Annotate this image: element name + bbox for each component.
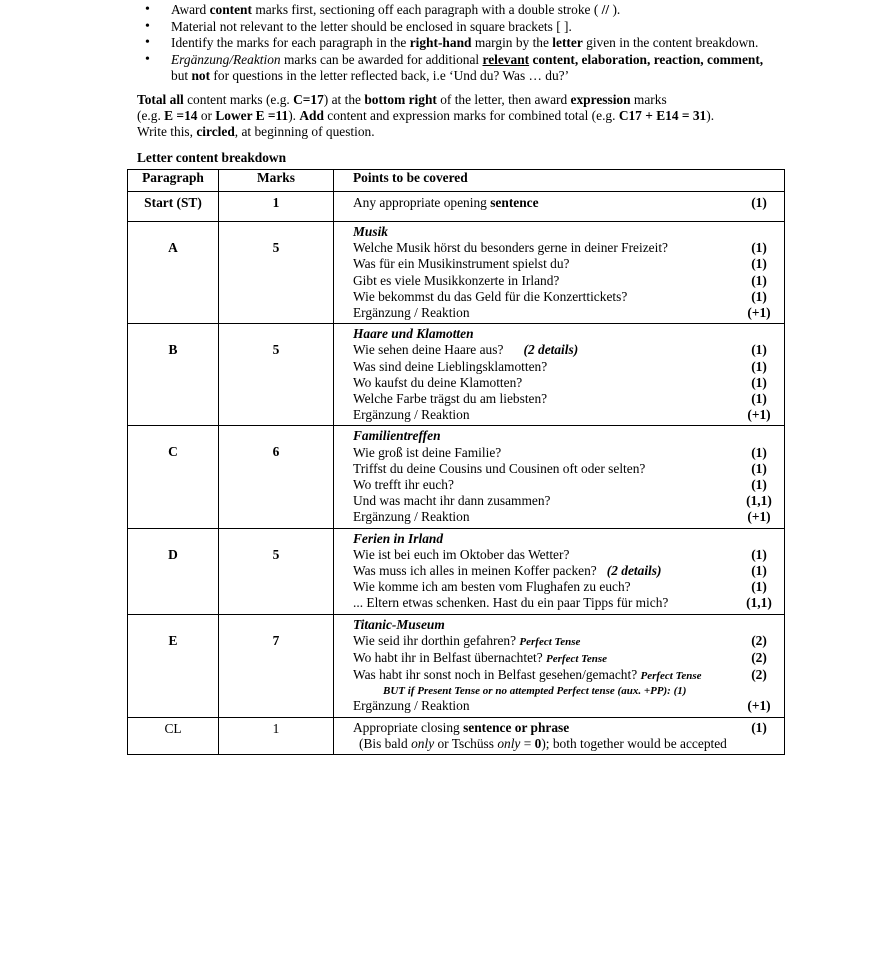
tense-note: BUT if Present Tense or no attempted Perfect tense (aux. +PP): (1) (383, 685, 687, 698)
marks-cell: 5 (219, 528, 334, 614)
content-breakdown-table (127, 169, 785, 755)
marking-notes (137, 92, 837, 140)
points-cell: Familientreffen Wie groß ist deine Familie? (1) Triffst du deine Cousins und Cousinen oft oder selten? (1) Wo trefft ihr euch? (1) Und was macht ihr dann zusammen? (1,1) Ergänzung / Reaktion (+1) (334, 426, 785, 528)
breakdown-title: Letter content breakdown (137, 150, 287, 165)
points-cell: Appropriate closing sentence or phrase (1) (Bis bald only or Tschüss only = 0); both together would be accepted (334, 717, 785, 754)
points-cell: Ferien in Irland Wie ist bei euch im Oktober das Wetter? (1) Was muss ich alles in meinen Koffer packen? (2 details) (1) Wie komme ich am besten vom Flughafen zu euch? (1) ... Eltern etwas schenken. Hast du ein paar Tipps für mich? (1,1) (334, 528, 785, 614)
section-title: Ferien in Irland (353, 530, 444, 546)
instruction-item: • Material not relevant to the letter should be enclosed in square brackets [ ]. (145, 19, 865, 36)
table-row (128, 222, 785, 324)
paragraph-cell: Start (ST) (128, 192, 219, 222)
table-header-row (128, 170, 785, 192)
table-row (128, 614, 785, 717)
marks-cell: 1 (219, 192, 334, 222)
marks-cell: 5 (219, 324, 334, 426)
instruction-item: • Award content marks first, sectioning off each paragraph with a double stroke ( // ). (145, 2, 865, 19)
section-title: Haare und Klamotten (353, 326, 474, 342)
points-cell: Any appropriate opening sentence (1) (334, 192, 785, 222)
points-cell: Musik Welche Musik hörst du besonders gerne in deiner Freizeit? (1) Was für ein Musikinstrument spielst du? (1) Gibt es viele Musikkonzerte in Irland? (1) Wie bekommst du das Geld für die Konzerttickets? (1) Ergänzung / Reaktion (+1) (334, 222, 785, 324)
table-row (128, 426, 785, 528)
marks-cell: 7 (219, 614, 334, 717)
header-paragraph: Paragraph (128, 170, 219, 192)
instruction-list (145, 2, 865, 85)
note-line: Write this, circled, at beginning of question. (137, 124, 375, 139)
paragraph-cell: D (128, 528, 219, 614)
paragraph-cell: A (128, 222, 219, 324)
note-line: (e.g. E =14 or Lower E =11). Add content and expression marks for combined total (e.g. C17 + E14 = 31). (137, 108, 715, 123)
marks-cell: 6 (219, 426, 334, 528)
paragraph-cell: C (128, 426, 219, 528)
note-line: Total all content marks (e.g. C=17) at the bottom right of the letter, then award expression marks (137, 92, 667, 107)
paragraph-cell: CL (128, 717, 219, 754)
marks-cell: 5 (219, 222, 334, 324)
closing-note: (Bis bald only or Tschüss only = 0); both together would be accepted (359, 735, 727, 751)
points-cell: Titanic-Museum Wie seid ihr dorthin gefahren? Perfect Tense (2) Wo habt ihr in Belfast übernachtet? Perfect Tense (2) Was habt ihr sonst noch in Belfast gesehen/gemacht? Perfect Tense (2) BUT if Present Tense or no attempted Perfect tense (aux. +PP): (1) Ergänzung / Reaktion (+1) (334, 614, 785, 717)
paragraph-cell: E (128, 614, 219, 717)
section-title: Titanic-Museum (353, 616, 445, 632)
section-title: Musik (353, 224, 388, 239)
table-row (128, 192, 785, 222)
instruction-item: • Ergänzung/Reaktion marks can be awarded for additional relevant content, elaboration, reaction, comment, but not for questions in the letter reflected back, i.e ‘Und du? Was … du?’ (145, 52, 865, 85)
table-row (128, 717, 785, 754)
header-marks: Marks (219, 170, 334, 192)
section-title: Familientreffen (353, 428, 441, 444)
header-points: Points to be covered (334, 170, 785, 192)
table-row (128, 324, 785, 426)
instruction-item: • Identify the marks for each paragraph in the right-hand margin by the letter given in the content breakdown. (145, 35, 865, 52)
table-row (128, 528, 785, 614)
paragraph-cell: B (128, 324, 219, 426)
marks-cell: 1 (219, 717, 334, 754)
points-cell: Haare und Klamotten Wie sehen deine Haare aus? (2 details) (1) Was sind deine Lieblingsklamotten? (1) Wo kaufst du deine Klamotten? (1) Welche Farbe trägst du am liebsten? (1) Ergänzung / Reaktion (+1) (334, 324, 785, 426)
